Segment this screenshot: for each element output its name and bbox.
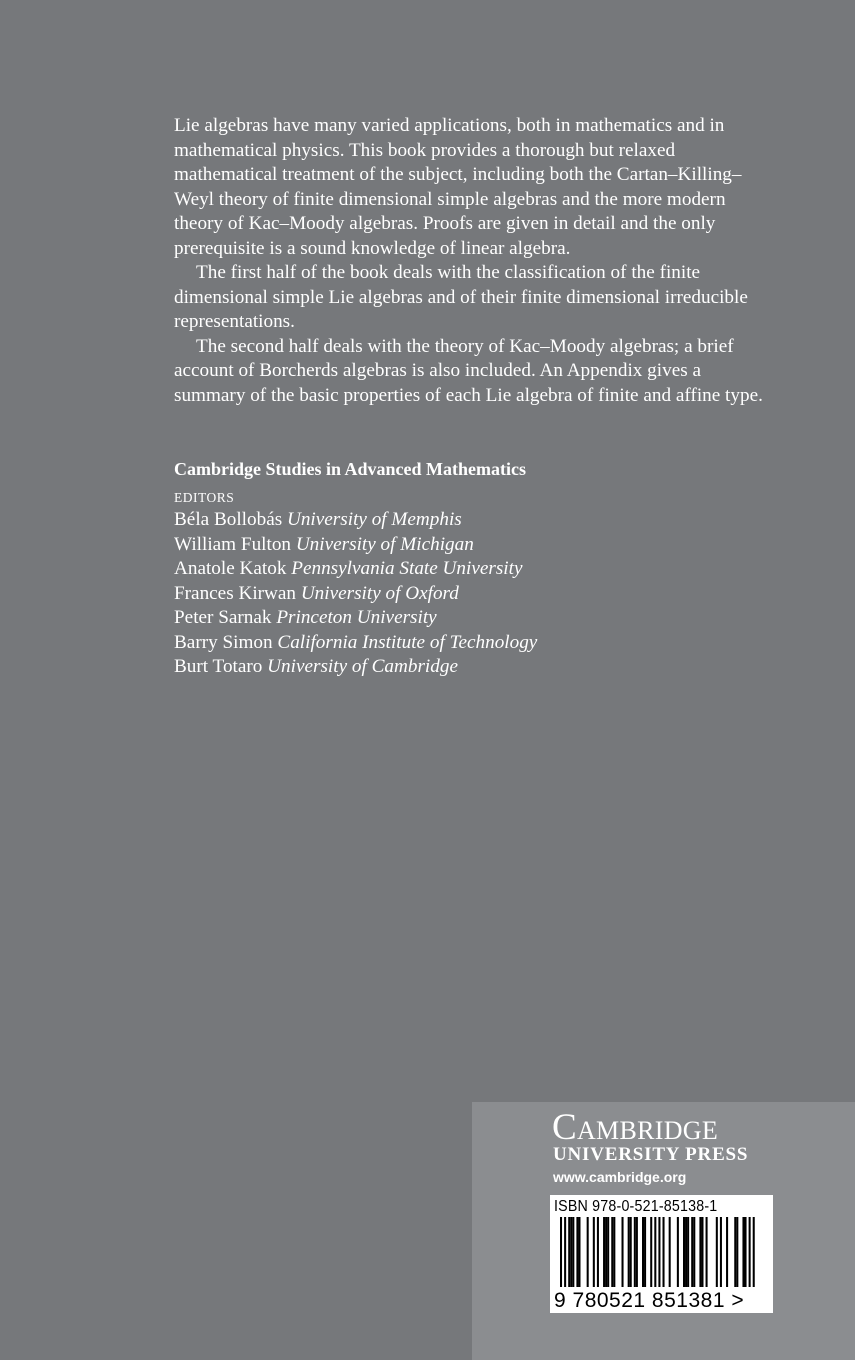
barcode-bar — [677, 1217, 679, 1287]
barcode-bar — [745, 1217, 747, 1287]
barcode-bar — [693, 1217, 695, 1287]
barcode-bar — [742, 1217, 744, 1287]
barcode-bar — [611, 1217, 613, 1287]
series-title: Cambridge Studies in Advanced Mathematics — [174, 459, 527, 479]
editor-name: Frances Kirwan — [174, 582, 297, 604]
barcode-bar — [753, 1217, 755, 1287]
editor-name: William Fulton — [174, 533, 292, 555]
barcode-bar — [597, 1217, 599, 1287]
barcode-bar — [630, 1217, 632, 1287]
barcode-bar — [685, 1217, 687, 1287]
barcode-bar — [628, 1217, 630, 1287]
barcode-bar — [663, 1217, 665, 1287]
isbn-label: ISBN 978-0-521-85138-1 — [554, 1198, 718, 1215]
barcode-bar — [642, 1217, 644, 1287]
barcode-bar — [593, 1217, 595, 1287]
publisher-url: www.cambridge.org — [553, 1169, 687, 1185]
editor-affiliation: University of Memphis — [286, 509, 462, 530]
barcode-bar — [749, 1217, 751, 1287]
barcode-bar — [699, 1217, 701, 1287]
barcode-bar — [658, 1217, 660, 1287]
editor-affiliation: University of Cambridge — [267, 656, 458, 677]
barcode-bar — [706, 1217, 708, 1287]
editor-name: Anatole Katok — [174, 558, 287, 579]
editor-entry — [174, 655, 774, 680]
editor-affiliation: Pennsylvania State University — [291, 558, 523, 579]
publisher-block — [472, 1102, 855, 1360]
barcode-bar — [636, 1217, 638, 1287]
barcode-bar — [669, 1217, 671, 1287]
barcode-bar — [644, 1217, 646, 1287]
barcode-bar — [687, 1217, 689, 1287]
barcode-bar — [734, 1217, 736, 1287]
editor-entry — [174, 508, 774, 533]
ean-digits: 9 780521 851381 > — [554, 1289, 745, 1312]
editor-affiliation: Princeton University — [276, 607, 437, 628]
editor-name: Barry Simon — [174, 631, 273, 653]
editor-name: Peter Sarnak — [174, 607, 272, 628]
editor-affiliation: University of Michigan — [295, 533, 474, 555]
barcode-bar — [716, 1217, 718, 1287]
description-paragraph-1: Lie algebras have many varied applications, both in mathematics and in mathematical physics. This book provides a thorough but relaxed mathematical treatment of the subject, including both the Cartan–Killing–Weyl theory of finite dimensional simple algebras and the more modern theory of Kac–Moody algebras. Proofs are given in detail and the only prerequisite is a sound knowledge of linear algebra. — [174, 115, 742, 259]
barcode-bar — [634, 1217, 636, 1287]
barcode-bar — [726, 1217, 728, 1287]
description-paragraph-3: The second half deals with the theory of Kac–Moody algebras; a brief account of Borcherds algebras is also included. An Appendix gives a summary of the basic properties of each Lie algebra of finite and affine type. — [174, 335, 763, 406]
barcode-bar — [587, 1217, 589, 1287]
editor-entry — [174, 582, 774, 607]
barcode-bar — [578, 1217, 580, 1287]
editors-label: EDITORS — [174, 490, 235, 505]
editor-entry — [174, 557, 774, 582]
barcode-bar — [603, 1217, 605, 1287]
editor-entry — [174, 631, 774, 656]
barcode-bar — [568, 1217, 570, 1287]
book-description — [174, 114, 774, 408]
publisher-logo-name: Cambridge — [552, 1107, 719, 1148]
barcode-bar — [607, 1217, 609, 1287]
editor-affiliation: California Institute of Technology — [277, 631, 538, 653]
barcode-bar — [605, 1217, 607, 1287]
barcode-bar — [720, 1217, 722, 1287]
isbn-barcode — [550, 1195, 773, 1313]
series-info — [174, 457, 774, 680]
editor-name: Béla Bollobás — [174, 509, 283, 530]
barcode-bar — [572, 1217, 574, 1287]
barcode-bar — [691, 1217, 693, 1287]
barcode-bar — [622, 1217, 624, 1287]
barcode-bar — [613, 1217, 615, 1287]
editor-entry — [174, 606, 774, 631]
barcode-bar — [736, 1217, 738, 1287]
editor-entry — [174, 533, 774, 558]
barcode-bar — [683, 1217, 685, 1287]
barcode-bar — [650, 1217, 652, 1287]
barcode-bar — [701, 1217, 703, 1287]
barcode-bar — [576, 1217, 578, 1287]
barcode-bar — [564, 1217, 566, 1287]
barcode-bar — [570, 1217, 572, 1287]
description-paragraph-2: The first half of the book deals with the classification of the finite dimensional simple Lie algebras and of their finite dimensional irreducible representations. — [174, 262, 748, 332]
editor-affiliation: University of Oxford — [300, 582, 459, 604]
barcode-bar — [560, 1217, 562, 1287]
barcode-bar — [654, 1217, 656, 1287]
editor-name: Burt Totaro — [174, 656, 263, 677]
publisher-subtitle: UNIVERSITY PRESS — [553, 1144, 749, 1165]
